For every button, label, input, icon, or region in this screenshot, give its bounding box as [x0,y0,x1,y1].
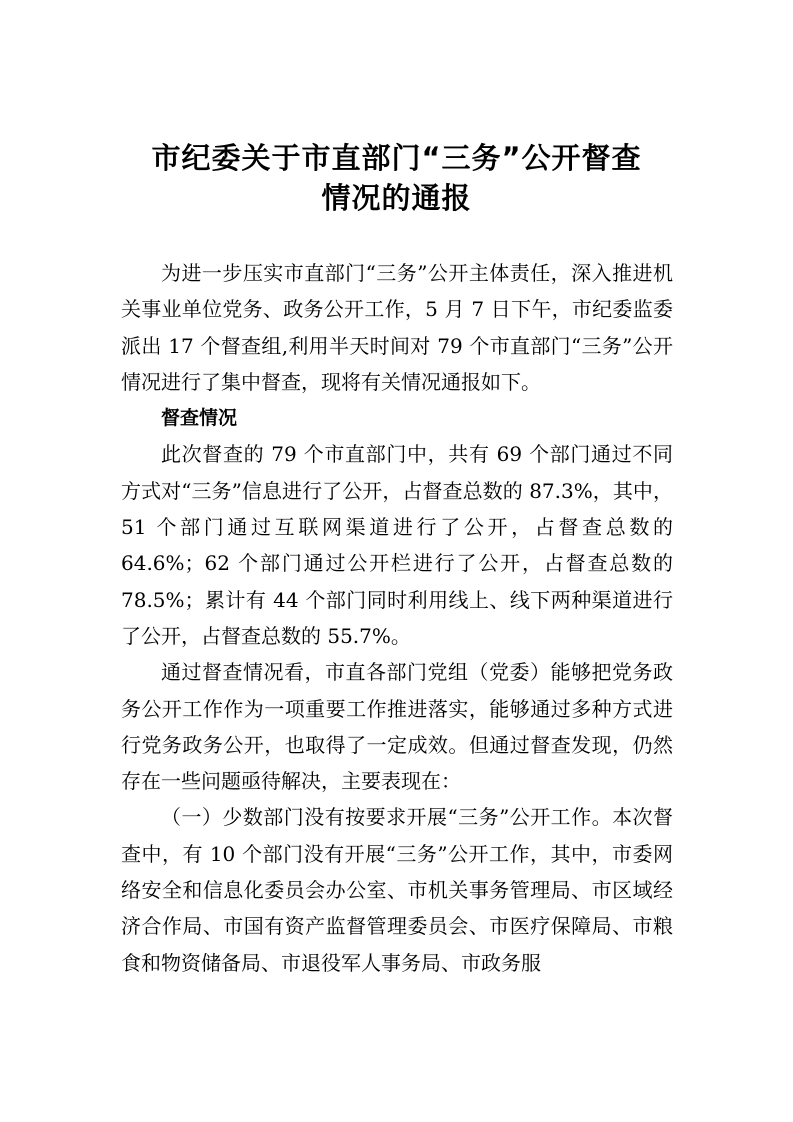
document-title [100,138,693,218]
intro-paragraph: 为进一步压实市直部门“三务”公开主体责任，深入推进机关事业单位党务、政务公开工作，5 月 7 日下午，市纪委监委派出 17 个督查组,利用半天时间对 79 个市直部门“三务”公开情况进行了集中督查，现将有关情况通报如下。 [121,261,673,394]
title-line-2: 情况的通报 [321,181,472,215]
section-heading-inspection: 督查情况 [161,407,238,430]
findings-paragraph: 通过督查情况看，市直各部门党组（党委）能够把党务政务公开工作作为一项重要工作推进落实，能够通过多种方式进行党务政务公开，也取得了一定成效。但通过督查发现，仍然存在一些问题亟待解决，主要表现在： [121,660,673,794]
document-body [121,255,673,981]
issue-one-paragraph: （一）少数部门没有按要求开展“三务”公开工作。本次督查中，有 10 个部门没有开展“三务”公开工作，其中，市委网络安全和信息化委员会办公室、市机关事务管理局、市区域经济合作局、市国有资产监督管理委员会、市医疗保障局、市粮食和物资储备局、市退役军人事务局、市政务服 [121,805,673,975]
statistics-paragraph: 此次督查的 79 个市直部门中，共有 69 个部门通过不同方式对“三务”信息进行了公开，占督查总数的 87.3%，其中，51 个部门通过互联网渠道进行了公开，占督查总数的 64.6%；62 个部门通过公开栏进行了公开，占督查总数的 78.5%；累计有 44 个部门同时利用线上、线下两种渠道进行了公开，占督查总数的 55.7%。 [121,442,673,648]
title-line-1: 市纪委关于市直部门“三务”公开督查 [151,141,642,175]
